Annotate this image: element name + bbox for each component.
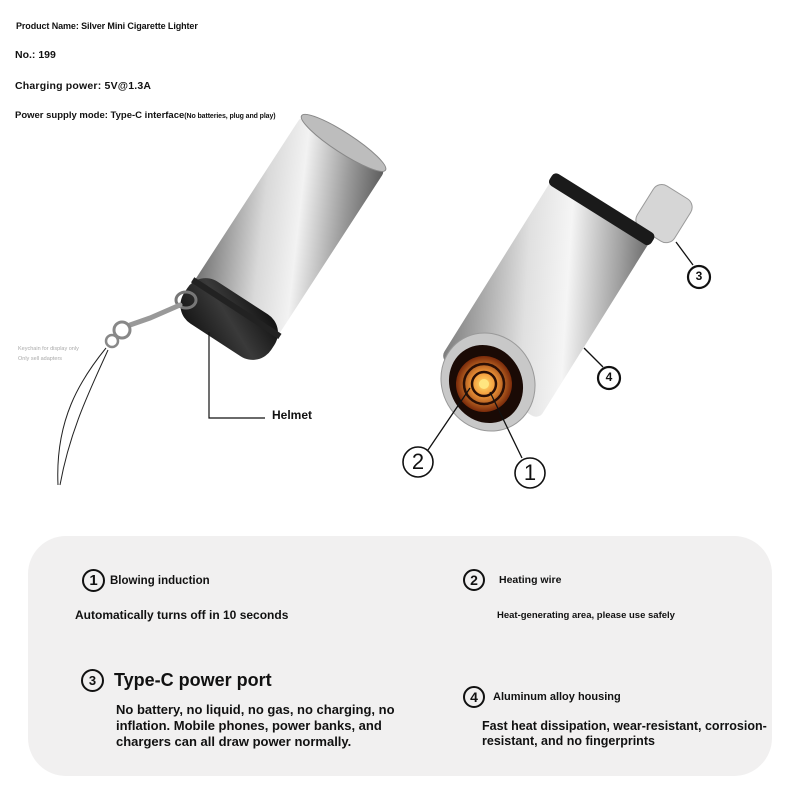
helmet-label: Helmet [272, 408, 313, 422]
feature-1-number-icon: 1 [82, 569, 105, 592]
feature-4-description: Fast heat dissipation, wear-resistant, corrosion-resistant, and no fingerprints [482, 719, 767, 748]
feature-4-number-icon: 4 [463, 686, 485, 708]
feature-4-header [463, 686, 621, 708]
marker-3-label: 3 [695, 269, 703, 283]
lighter-with-keychain [58, 106, 393, 485]
charging-power: Charging power: 5V@1.3A [15, 80, 152, 92]
marker-4-label: 4 [605, 370, 613, 384]
power-supply-mode-text: Power supply mode: Type-C interface [15, 110, 185, 121]
feature-1-header [82, 569, 210, 592]
feature-3-description: No battery, no liquid, no gas, no charging, no inflation. Mobile phones, power banks, and chargers can all draw power normally. [116, 702, 395, 749]
keychain-note-line2: Only sell adapters [18, 356, 63, 362]
feature-1-title: Blowing induction [110, 574, 210, 587]
feature-3-number-icon: 3 [81, 669, 104, 692]
feature-3-title: Type-C power port [114, 670, 272, 690]
feature-2-number-icon: 2 [463, 569, 485, 591]
lighter-adapter [403, 172, 710, 488]
keychain-note-line1: Keychain for display only [18, 346, 79, 352]
product-number: No.: 199 [15, 49, 56, 61]
feature-2-description: Heat-generating area, please use safely [497, 610, 675, 621]
marker-2-label: 2 [411, 449, 425, 474]
power-supply-note: (No batteries, plug and play) [184, 113, 276, 120]
product-name: Product Name: Silver Mini Cigarette Lighter [16, 21, 198, 31]
feature-1-description: Automatically turns off in 10 seconds [75, 608, 289, 622]
feature-3-header [81, 669, 272, 692]
marker-1-label: 1 [523, 460, 537, 485]
feature-2-header [463, 569, 561, 591]
feature-4-title: Aluminum alloy housing [493, 691, 621, 703]
feature-2-title: Heating wire [499, 574, 562, 586]
